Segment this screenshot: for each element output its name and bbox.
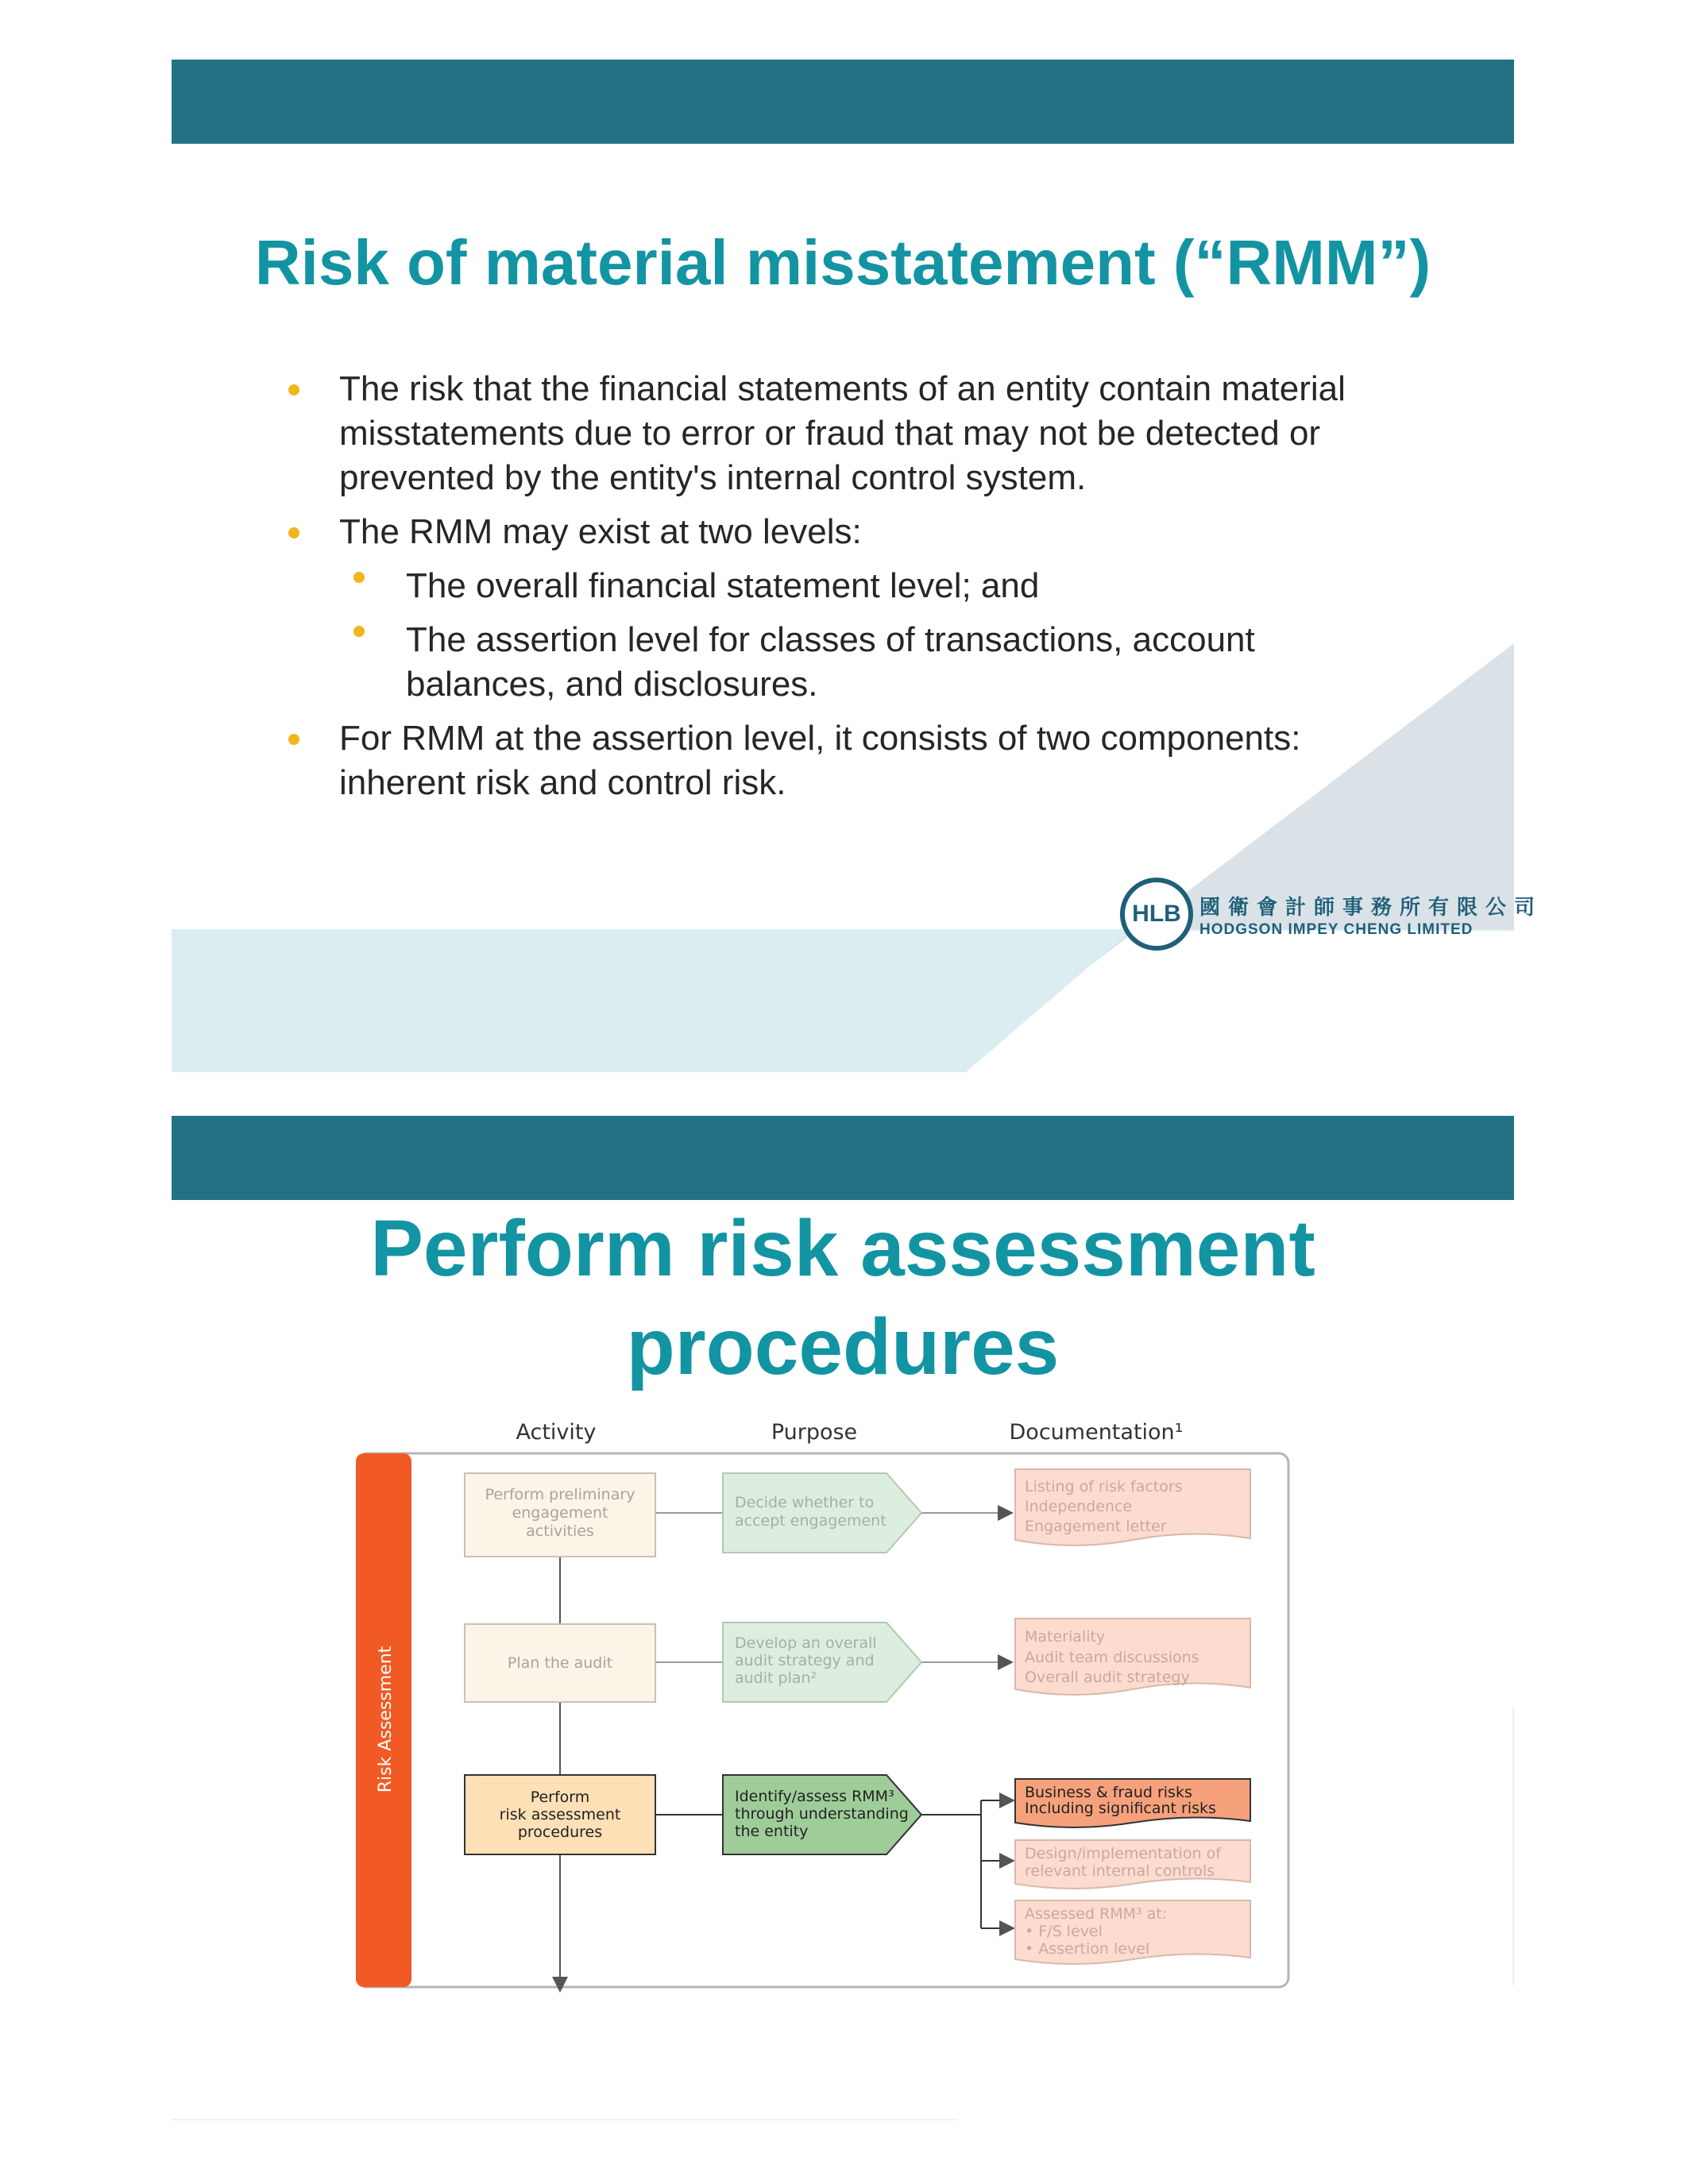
logo-chinese-name: 國衛會計師事務所有限公司: [1199, 896, 1543, 920]
documentation-text: Including significant risks: [1025, 1800, 1216, 1817]
documentation-text: • Assertion level: [1025, 1940, 1150, 1958]
sub-bullet-text-line: The overall financial statement level; and: [406, 566, 1040, 605]
documentation-text: Overall audit strategy: [1025, 1669, 1190, 1686]
documentation-text: Design/implementation of: [1025, 1845, 1221, 1862]
sub-bullet-item: [282, 564, 1426, 608]
bullet-text-line: inherent risk and control risk.: [339, 763, 786, 802]
sub-bullet-dot: [353, 626, 365, 637]
bullet-text-line: misstatements due to error or fraud that may not be detected or: [339, 414, 1321, 453]
slide2-title-line: procedures: [626, 1302, 1060, 1391]
bullet-dot: [288, 527, 299, 538]
documentation-text: Audit team discussions: [1025, 1649, 1199, 1666]
bullet-text-line: The RMM may exist at two levels:: [339, 512, 862, 551]
purpose-text: through understanding: [735, 1805, 909, 1823]
page-bottom-line: [172, 2119, 958, 2120]
sub-bullet-item: [282, 618, 1426, 707]
activity-text: procedures: [517, 1823, 603, 1841]
documentation-text: relevant internal controls: [1025, 1862, 1215, 1880]
bullet-text-line: For RMM at the assertion level, it consists of two components:: [339, 719, 1301, 758]
documentation-text: Listing of risk factors: [1025, 1478, 1183, 1495]
slide2-title: [172, 1199, 1514, 1396]
light-blue-band: [172, 929, 1514, 1072]
slide1-header-bar: [172, 60, 1514, 144]
purpose-text: audit strategy and: [735, 1652, 875, 1669]
column-header-activity: Activity: [516, 1420, 597, 1445]
purpose-text: the entity: [735, 1823, 809, 1840]
documentation-text: Assessed RMM³ at:: [1025, 1905, 1168, 1923]
documentation-text: Independence: [1025, 1498, 1133, 1515]
sub-bullet-dot: [353, 572, 365, 583]
bullet-text-line: prevented by the entity's internal control system.: [339, 458, 1087, 497]
slide2-header-bar: [172, 1116, 1514, 1200]
slide1-title: Risk of material misstatement (“RMM”): [254, 227, 1431, 298]
bullet-dot: [288, 734, 299, 745]
risk-assessment-diagram: [350, 1410, 1295, 1997]
column-header-purpose: Purpose: [771, 1420, 858, 1445]
activity-text: engagement: [512, 1504, 608, 1522]
bullet-text-line: The risk that the financial statements of an entity contain material: [339, 369, 1346, 408]
activity-text: risk assessment: [499, 1806, 621, 1823]
purpose-text: audit plan²: [735, 1669, 817, 1687]
activity-text: activities: [526, 1522, 594, 1540]
documentation-text: Materiality: [1025, 1628, 1106, 1646]
bullet-item: [282, 716, 1426, 805]
slide2-title-line: Perform risk assessment: [370, 1204, 1315, 1293]
bullet-item: [282, 510, 1426, 554]
side-bar-label: Risk Assessment: [376, 1646, 396, 1793]
hlb-logo-mark: HLB: [1120, 878, 1193, 951]
logo-english-name: HODGSON IMPEY CHENG LIMITED: [1199, 921, 1474, 938]
column-header-documentation: Documentation¹: [1009, 1420, 1184, 1445]
activity-text: Plan the audit: [507, 1654, 613, 1672]
purpose-text: accept engagement: [735, 1512, 886, 1530]
documentation-text: Business & fraud risks: [1025, 1784, 1192, 1801]
slide2-right-edge-line: [1512, 1707, 1514, 1985]
purpose-text: Decide whether to: [735, 1494, 875, 1511]
sub-bullet-text-line: balances, and disclosures.: [406, 665, 818, 704]
slide1-bullet-list: [282, 367, 1426, 815]
documentation-text: Engagement letter: [1025, 1518, 1167, 1535]
activity-text: Perform preliminary: [485, 1486, 635, 1503]
bullet-dot: [288, 384, 299, 396]
bullet-item: [282, 367, 1426, 500]
purpose-text: Identify/assess RMM³: [735, 1788, 894, 1805]
sub-bullet-text-line: The assertion level for classes of transactions, account: [406, 620, 1255, 659]
documentation-text: • F/S level: [1025, 1923, 1103, 1940]
activity-text: Perform: [530, 1788, 590, 1806]
band-diagonal: [966, 929, 1133, 1072]
purpose-text: Develop an overall: [735, 1634, 877, 1652]
